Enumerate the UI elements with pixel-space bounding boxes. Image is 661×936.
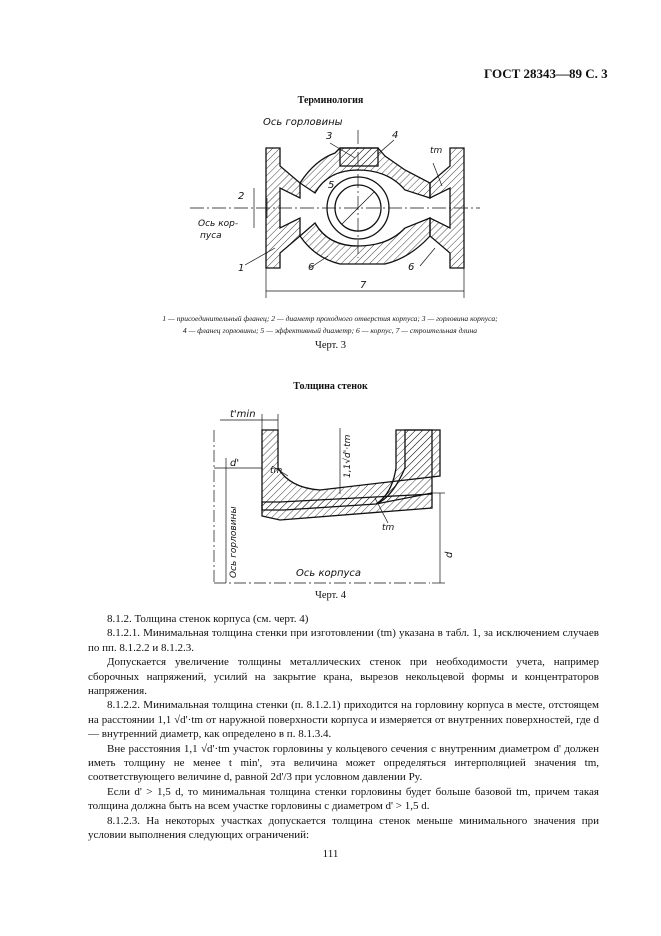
label-3: 3: [326, 131, 333, 142]
body-axis-label-4: Ось корпуса: [296, 568, 362, 579]
label-4: 4: [392, 130, 399, 141]
label-1: 1: [238, 263, 245, 274]
label-6b: 6: [408, 262, 415, 273]
label-tm-a: tm: [270, 466, 283, 476]
paragraph-8-1-2-2: 8.1.2.2. Минимальная толщина стенки (п. 8.1.2.1) приходится на горловину корпуса в месте, отстоящем на расстоянии 1,1 √d'·tm от наружной поверхности корпуса и измеряется от внутренних поверхностей, где d — внутренний диаметр, как определено в п. 8.1.3.4.: [88, 699, 599, 741]
figure4-caption: Черт. 4: [315, 590, 346, 601]
neck-axis-label-4: Ось горловины: [229, 506, 239, 578]
label-d: d: [444, 551, 455, 558]
paragraph-8-1-2: 8.1.2. Толщина стенок корпуса (см. черт. 4): [107, 613, 309, 625]
figure3-title: Терминология: [297, 95, 364, 106]
label-d-prime: d': [230, 458, 240, 469]
label-2: 2: [238, 191, 245, 202]
label-tm-b: tm: [382, 523, 395, 533]
page-number: 111: [322, 848, 339, 860]
lower-body: [300, 218, 430, 264]
page-header: ГОСТ 28343—89 С. 3: [484, 66, 608, 81]
label-t-min: t'min: [230, 409, 256, 420]
label-7: 7: [360, 280, 367, 291]
paragraph-stress: Допускается увеличение толщины металлических стенок при необходимости учета, например сборочных напряжений, усилий на закрытие крана, вырезов некольцевой формы и концентраторов напряжения.: [88, 656, 599, 698]
paragraph-8-1-2-1: 8.1.2.1. Минимальная толщина стенки при изготовлении (tm) указана в табл. 1, за исключением случаев по пп. 8.1.2.2 и 8.1.2.3.: [88, 627, 599, 654]
label-tm: tm: [430, 146, 443, 156]
label-5: 5: [328, 180, 335, 191]
paragraph-outside: Вне расстояния 1,1 √d'·tm участок горловины у кольцевого сечения с внутренним диаметром d' должен иметь толщину не менее t min', эта величина может определяться интерполяцией значения tm, соответствующего величине d, равной 2d'/3 при условном давлении Py.: [88, 742, 599, 784]
figure3-caption: Черт. 3: [315, 340, 346, 351]
legend-line-1: 1 — присоединительный фланец; 2 — диаметр проходного отверстия корпуса; 3 — горловина корпуса;: [162, 314, 498, 323]
label-formula: 1,1√d'·tm: [343, 434, 353, 478]
label-6a: 6: [308, 262, 315, 273]
figure4-title: Толщина стенок: [293, 381, 368, 392]
figure3-drawing: [150, 108, 510, 308]
legend-line-2: 4 — фланец горловины; 5 — эффективный диаметр; 6 — корпус, 7 — строительная длина: [182, 326, 478, 335]
body-axis-label-2: пуса: [200, 231, 222, 241]
neck-flange: [340, 148, 378, 166]
figure4-drawing: [200, 398, 470, 590]
paragraph-8-1-2-3: 8.1.2.3. На некоторых участках допускается толщина стенок меньше минимального значения при условии выполнения следующих ограничений:: [88, 814, 599, 842]
paragraph-if: Если d' > 1,5 d, то минимальная толщина стенки горловины будет больше базовой tm, причем такая толщина должна быть на всем участке горловины с диаметром d' > 1,5 d.: [88, 785, 599, 813]
figure3-legend: [95, 313, 565, 337]
body-text: [88, 612, 599, 843]
neck-axis-label: Ось горловины: [263, 117, 343, 128]
body-axis-label-1: Ось кор-: [198, 219, 239, 229]
